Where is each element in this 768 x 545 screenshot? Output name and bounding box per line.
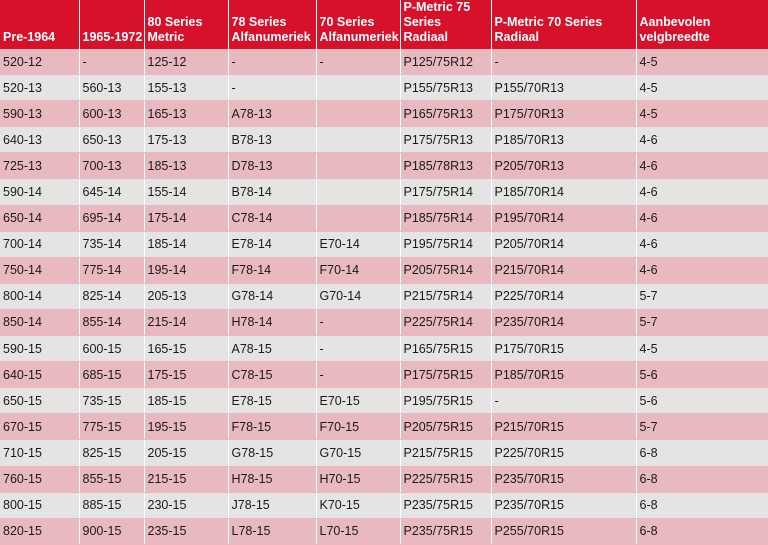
header-78-series: 78 Series Alfanumeriek bbox=[228, 0, 316, 49]
cell-80-series: 155-13 bbox=[144, 75, 228, 101]
cell-pre-1964: 640-13 bbox=[0, 127, 79, 153]
cell-80-series: 165-15 bbox=[144, 336, 228, 362]
cell-pre-1964: 590-14 bbox=[0, 179, 79, 205]
table-row bbox=[0, 336, 768, 362]
table-row bbox=[0, 179, 768, 205]
table-row bbox=[0, 309, 768, 335]
cell-78-series: C78-15 bbox=[228, 362, 316, 388]
cell-p-metric-75: P175/75R14 bbox=[400, 179, 491, 205]
cell-p-metric-70: P215/70R14 bbox=[491, 257, 636, 283]
cell-78-series: C78-14 bbox=[228, 205, 316, 231]
cell-rim-width: 4-5 bbox=[636, 75, 768, 101]
cell-p-metric-70: P225/70R15 bbox=[491, 440, 636, 466]
cell-p-metric-70: P235/70R15 bbox=[491, 492, 636, 518]
cell-rim-width: 6-8 bbox=[636, 466, 768, 492]
header-p-metric-75: P-Metric 75 Series Radiaal bbox=[400, 0, 491, 49]
cell-78-series: F78-15 bbox=[228, 414, 316, 440]
cell-70-series: G70-14 bbox=[316, 283, 400, 309]
cell-70-series: F70-15 bbox=[316, 414, 400, 440]
cell-80-series: 125-12 bbox=[144, 49, 228, 75]
cell-p-metric-70: P215/70R15 bbox=[491, 414, 636, 440]
cell-78-series: E78-15 bbox=[228, 388, 316, 414]
cell-rim-width: 4-6 bbox=[636, 257, 768, 283]
cell-80-series: 175-15 bbox=[144, 362, 228, 388]
table-row bbox=[0, 362, 768, 388]
cell-78-series: E78-14 bbox=[228, 231, 316, 257]
cell-1965-1972: - bbox=[79, 49, 144, 75]
cell-rim-width: 5-7 bbox=[636, 414, 768, 440]
cell-p-metric-70: - bbox=[491, 388, 636, 414]
cell-1965-1972: 645-14 bbox=[79, 179, 144, 205]
cell-78-series: F78-14 bbox=[228, 257, 316, 283]
table-row bbox=[0, 205, 768, 231]
cell-rim-width: 4-6 bbox=[636, 127, 768, 153]
cell-pre-1964: 520-13 bbox=[0, 75, 79, 101]
cell-rim-width: 4-6 bbox=[636, 153, 768, 179]
cell-pre-1964: 700-14 bbox=[0, 231, 79, 257]
cell-1965-1972: 825-14 bbox=[79, 283, 144, 309]
cell-rim-width: 4-5 bbox=[636, 336, 768, 362]
cell-p-metric-70: P185/70R13 bbox=[491, 127, 636, 153]
cell-70-series bbox=[316, 75, 400, 101]
cell-pre-1964: 520-12 bbox=[0, 49, 79, 75]
cell-rim-width: 6-8 bbox=[636, 492, 768, 518]
header-row bbox=[0, 0, 768, 49]
table-row bbox=[0, 414, 768, 440]
cell-rim-width: 5-6 bbox=[636, 388, 768, 414]
cell-70-series bbox=[316, 205, 400, 231]
table-body bbox=[0, 49, 768, 544]
cell-p-metric-75: P235/75R15 bbox=[400, 492, 491, 518]
cell-p-metric-75: P125/75R12 bbox=[400, 49, 491, 75]
cell-78-series: D78-13 bbox=[228, 153, 316, 179]
cell-78-series: A78-13 bbox=[228, 101, 316, 127]
cell-rim-width: 4-5 bbox=[636, 49, 768, 75]
cell-78-series: B78-13 bbox=[228, 127, 316, 153]
cell-1965-1972: 855-15 bbox=[79, 466, 144, 492]
cell-pre-1964: 710-15 bbox=[0, 440, 79, 466]
cell-p-metric-75: P175/75R15 bbox=[400, 362, 491, 388]
cell-pre-1964: 760-15 bbox=[0, 466, 79, 492]
cell-p-metric-75: P195/75R14 bbox=[400, 231, 491, 257]
cell-pre-1964: 850-14 bbox=[0, 309, 79, 335]
header-p-metric-70: P-Metric 70 Series Radiaal bbox=[491, 0, 636, 49]
cell-80-series: 185-13 bbox=[144, 153, 228, 179]
cell-p-metric-70: P225/70R14 bbox=[491, 283, 636, 309]
cell-p-metric-70: P205/70R13 bbox=[491, 153, 636, 179]
cell-p-metric-75: P215/75R15 bbox=[400, 440, 491, 466]
cell-p-metric-70: P195/70R14 bbox=[491, 205, 636, 231]
cell-80-series: 195-15 bbox=[144, 414, 228, 440]
cell-p-metric-75: P195/75R15 bbox=[400, 388, 491, 414]
cell-p-metric-70: P155/70R13 bbox=[491, 75, 636, 101]
cell-p-metric-75: P215/75R14 bbox=[400, 283, 491, 309]
cell-p-metric-70: P235/70R15 bbox=[491, 466, 636, 492]
cell-70-series: - bbox=[316, 49, 400, 75]
cell-1965-1972: 600-15 bbox=[79, 336, 144, 362]
cell-rim-width: 4-6 bbox=[636, 179, 768, 205]
cell-p-metric-75: P165/75R13 bbox=[400, 101, 491, 127]
cell-78-series: G78-14 bbox=[228, 283, 316, 309]
cell-pre-1964: 590-15 bbox=[0, 336, 79, 362]
table-row bbox=[0, 283, 768, 309]
cell-pre-1964: 800-15 bbox=[0, 492, 79, 518]
cell-p-metric-70: - bbox=[491, 49, 636, 75]
cell-1965-1972: 695-14 bbox=[79, 205, 144, 231]
cell-70-series bbox=[316, 153, 400, 179]
table-row bbox=[0, 153, 768, 179]
cell-p-metric-75: P175/75R13 bbox=[400, 127, 491, 153]
cell-rim-width: 4-6 bbox=[636, 231, 768, 257]
cell-70-series: E70-14 bbox=[316, 231, 400, 257]
cell-1965-1972: 855-14 bbox=[79, 309, 144, 335]
table-row bbox=[0, 492, 768, 518]
cell-pre-1964: 640-15 bbox=[0, 362, 79, 388]
cell-pre-1964: 650-14 bbox=[0, 205, 79, 231]
cell-80-series: 175-13 bbox=[144, 127, 228, 153]
cell-80-series: 155-14 bbox=[144, 179, 228, 205]
table-row bbox=[0, 388, 768, 414]
table-row bbox=[0, 49, 768, 75]
cell-78-series: B78-14 bbox=[228, 179, 316, 205]
cell-70-series: G70-15 bbox=[316, 440, 400, 466]
table-row bbox=[0, 518, 768, 544]
cell-p-metric-70: P185/70R14 bbox=[491, 179, 636, 205]
cell-70-series bbox=[316, 179, 400, 205]
cell-70-series bbox=[316, 127, 400, 153]
cell-rim-width: 5-7 bbox=[636, 309, 768, 335]
cell-70-series: H70-15 bbox=[316, 466, 400, 492]
cell-pre-1964: 670-15 bbox=[0, 414, 79, 440]
header-rim-width: Aanbevolen velgbreedte bbox=[636, 0, 768, 49]
table-row bbox=[0, 127, 768, 153]
cell-78-series: A78-15 bbox=[228, 336, 316, 362]
cell-70-series: E70-15 bbox=[316, 388, 400, 414]
cell-p-metric-70: P235/70R14 bbox=[491, 309, 636, 335]
cell-80-series: 185-15 bbox=[144, 388, 228, 414]
header-pre-1964: Pre-1964 bbox=[0, 0, 79, 49]
cell-78-series: H78-15 bbox=[228, 466, 316, 492]
cell-p-metric-75: P225/75R15 bbox=[400, 466, 491, 492]
cell-78-series: G78-15 bbox=[228, 440, 316, 466]
cell-1965-1972: 775-14 bbox=[79, 257, 144, 283]
table-row bbox=[0, 231, 768, 257]
cell-80-series: 195-14 bbox=[144, 257, 228, 283]
cell-1965-1972: 700-13 bbox=[79, 153, 144, 179]
cell-80-series: 215-14 bbox=[144, 309, 228, 335]
cell-p-metric-75: P225/75R14 bbox=[400, 309, 491, 335]
cell-p-metric-70: P185/70R15 bbox=[491, 362, 636, 388]
cell-pre-1964: 725-13 bbox=[0, 153, 79, 179]
cell-80-series: 235-15 bbox=[144, 518, 228, 544]
table-row bbox=[0, 257, 768, 283]
table-row bbox=[0, 466, 768, 492]
cell-p-metric-70: P205/70R14 bbox=[491, 231, 636, 257]
cell-70-series: - bbox=[316, 336, 400, 362]
cell-1965-1972: 685-15 bbox=[79, 362, 144, 388]
cell-1965-1972: 900-15 bbox=[79, 518, 144, 544]
cell-p-metric-75: P205/75R14 bbox=[400, 257, 491, 283]
cell-1965-1972: 775-15 bbox=[79, 414, 144, 440]
cell-rim-width: 4-6 bbox=[636, 205, 768, 231]
cell-1965-1972: 885-15 bbox=[79, 492, 144, 518]
table-row bbox=[0, 101, 768, 127]
cell-pre-1964: 820-15 bbox=[0, 518, 79, 544]
table-header bbox=[0, 0, 768, 49]
cell-80-series: 165-13 bbox=[144, 101, 228, 127]
cell-p-metric-70: P175/70R15 bbox=[491, 336, 636, 362]
cell-80-series: 230-15 bbox=[144, 492, 228, 518]
cell-pre-1964: 750-14 bbox=[0, 257, 79, 283]
cell-70-series: - bbox=[316, 362, 400, 388]
cell-rim-width: 6-8 bbox=[636, 518, 768, 544]
cell-p-metric-75: P235/75R15 bbox=[400, 518, 491, 544]
cell-78-series: J78-15 bbox=[228, 492, 316, 518]
cell-78-series: H78-14 bbox=[228, 309, 316, 335]
cell-rim-width: 5-6 bbox=[636, 362, 768, 388]
cell-80-series: 205-13 bbox=[144, 283, 228, 309]
cell-80-series: 205-15 bbox=[144, 440, 228, 466]
header-80-series-metric: 80 Series Metric bbox=[144, 0, 228, 49]
cell-p-metric-70: P175/70R13 bbox=[491, 101, 636, 127]
cell-1965-1972: 650-13 bbox=[79, 127, 144, 153]
cell-pre-1964: 590-13 bbox=[0, 101, 79, 127]
cell-1965-1972: 600-13 bbox=[79, 101, 144, 127]
header-70-series: 70 Series Alfanumeriek bbox=[316, 0, 400, 49]
table-row bbox=[0, 440, 768, 466]
cell-80-series: 175-14 bbox=[144, 205, 228, 231]
cell-rim-width: 6-8 bbox=[636, 440, 768, 466]
cell-78-series: - bbox=[228, 49, 316, 75]
cell-rim-width: 5-7 bbox=[636, 283, 768, 309]
cell-p-metric-75: P155/75R13 bbox=[400, 75, 491, 101]
cell-p-metric-75: P205/75R15 bbox=[400, 414, 491, 440]
header-1965-1972: 1965-1972 bbox=[79, 0, 144, 49]
cell-70-series: - bbox=[316, 309, 400, 335]
cell-78-series: L78-15 bbox=[228, 518, 316, 544]
table-row bbox=[0, 75, 768, 101]
cell-pre-1964: 800-14 bbox=[0, 283, 79, 309]
cell-p-metric-75: P185/75R14 bbox=[400, 205, 491, 231]
cell-1965-1972: 735-15 bbox=[79, 388, 144, 414]
cell-1965-1972: 825-15 bbox=[79, 440, 144, 466]
cell-70-series: L70-15 bbox=[316, 518, 400, 544]
cell-80-series: 185-14 bbox=[144, 231, 228, 257]
cell-rim-width: 4-5 bbox=[636, 101, 768, 127]
cell-1965-1972: 560-13 bbox=[79, 75, 144, 101]
cell-70-series: F70-14 bbox=[316, 257, 400, 283]
cell-pre-1964: 650-15 bbox=[0, 388, 79, 414]
cell-p-metric-75: P185/78R13 bbox=[400, 153, 491, 179]
cell-78-series: - bbox=[228, 75, 316, 101]
cell-70-series: K70-15 bbox=[316, 492, 400, 518]
cell-70-series bbox=[316, 101, 400, 127]
cell-1965-1972: 735-14 bbox=[79, 231, 144, 257]
cell-p-metric-75: P165/75R15 bbox=[400, 336, 491, 362]
cell-80-series: 215-15 bbox=[144, 466, 228, 492]
cell-p-metric-70: P255/70R15 bbox=[491, 518, 636, 544]
